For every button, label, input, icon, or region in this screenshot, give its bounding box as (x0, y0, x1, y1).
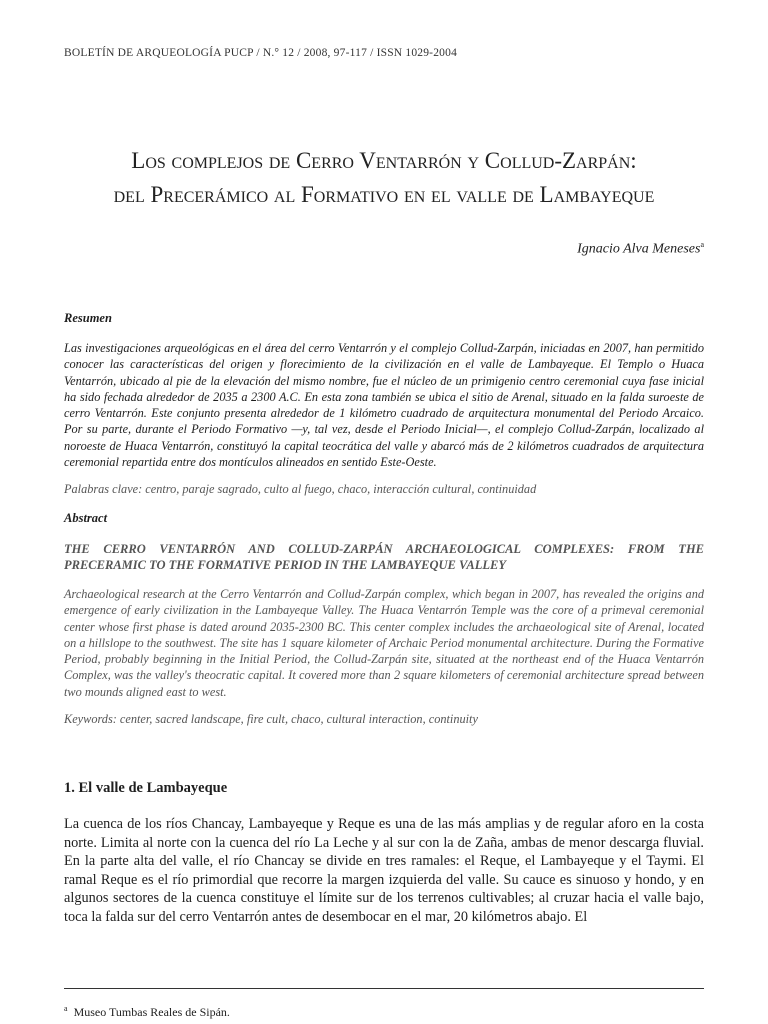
abstract-title: THE CERRO VENTARRÓN AND COLLUD-ZARPÁN ARCHAEOLOGICAL COMPLEXES: FROM THE PRECERAMIC TO THE FORMATIVE PERIOD IN THE LAMBAYEQUE VALLEY (64, 542, 704, 572)
author-affiliation-mark: a (700, 240, 704, 249)
palabras-clave: Palabras clave: centro, paraje sagrado, culto al fuego, chaco, interacción cultural, continuidad (64, 482, 537, 496)
author (577, 240, 704, 258)
footnote (64, 1004, 230, 1020)
footnote-rule (64, 988, 704, 989)
section-heading: 1. El valle de Lambayeque (64, 780, 228, 796)
body-paragraph: La cuenca de los ríos Chancay, Lambayeque y Reque es una de las más amplias y de regular aforo en la costa norte. Limita al norte con la cuenca del río La Leche y al sur con la de Zaña, ambas de menor descarga fluvial. En la parte alta del valle, el río Chancay se divide en tres ramales: el Reque, el Lambayeque y el Taymi. El ramal Reque es el río primordial que recorre la margen izquierda del valle. Su cauce es sinuoso y hondo, y en algunos sectores de la cuenca constituye el límite sur de los terrenos cultivables; al cruzar hacia el valle bajo, toca la falda sur del cerro Ventarrón antes de desembocar en el mar, 20 kilómetros abajo. El (64, 816, 704, 925)
author-name: Ignacio Alva Meneses (577, 241, 701, 257)
title-line-2: del Precerámico al Formativo en el valle de Lambayeque (113, 182, 655, 207)
footnote-text: Museo Tumbas Reales de Sipán. (73, 1005, 230, 1019)
journal-header: BOLETÍN DE ARQUEOLOGÍA PUCP / N.° 12 / 2008, 97-117 / ISSN 1029-2004 (64, 47, 458, 59)
resumen-text: Las investigaciones arqueológicas en el área del cerro Ventarrón y el complejo Collud-Zarpán, iniciadas en 2007, han permitido conocer las características del origen y florecimiento de la civilización en el valle de Lambayeque. El Templo o Huaca Ventarrón, ubicado al pie de la elevación del mismo nombre, fue el núcleo de un primigenio centro ceremonial cuya fase inicial ha sido fechada alrededor de 2035 a 2300 A.C. En esta zona también se ubica el sitio de Arenal, situado en la falda suroeste de cerro Ventarrón. Este conjunto presenta alrededor de 1 kilómetro cuadrado de arquitectura monumental del Periodo Arcaico. Por su parte, durante el Periodo Formativo —y, tal vez, desde el Periodo Inicial—, el complejo Collud-Zarpán, localizado al noroeste de Huaca Ventarrón, constituyó la capital teocrática del valle y abarcó más de 2 kilómetros cuadrados de arquitectura ceremonial repartida entre dos montículos alineados en sentido Este-Oeste. (64, 341, 704, 470)
keywords: Keywords: center, sacred landscape, fire cult, chaco, cultural interaction, continuity (64, 712, 478, 726)
footnote-mark: a (64, 1004, 68, 1013)
paper-title (40, 144, 728, 212)
resumen-label: Resumen (64, 311, 112, 325)
abstract-text: Archaeological research at the Cerro Ventarrón and Collud-Zarpán complex, which began in 2007, has revealed the origins and emergence of early civilization in the Lambayeque Valley. The Huaca Ventarrón Temple was the core of a primeval ceremonial center whose first phase is dated around 2035-2300 BC. This center complex includes the archaeological site of Arenal, located on a hillslope to the southwest. The site has 1 square kilometer of Archaic Period monumental architecture. During the Formative Period, probably beginning in the Initial Period, the Collud-Zarpán site, situated at the northeast end of the Huaca Ventarrón Complex, was the valley's theocratic capital. It covered more than 2 square kilometers of ceremonial architecture spread between two mounds aligned east to west. (64, 587, 704, 699)
abstract-label: Abstract (64, 511, 108, 525)
title-line-1: Los complejos de Cerro Ventarrón y Collud-Zarpán: (131, 148, 637, 173)
